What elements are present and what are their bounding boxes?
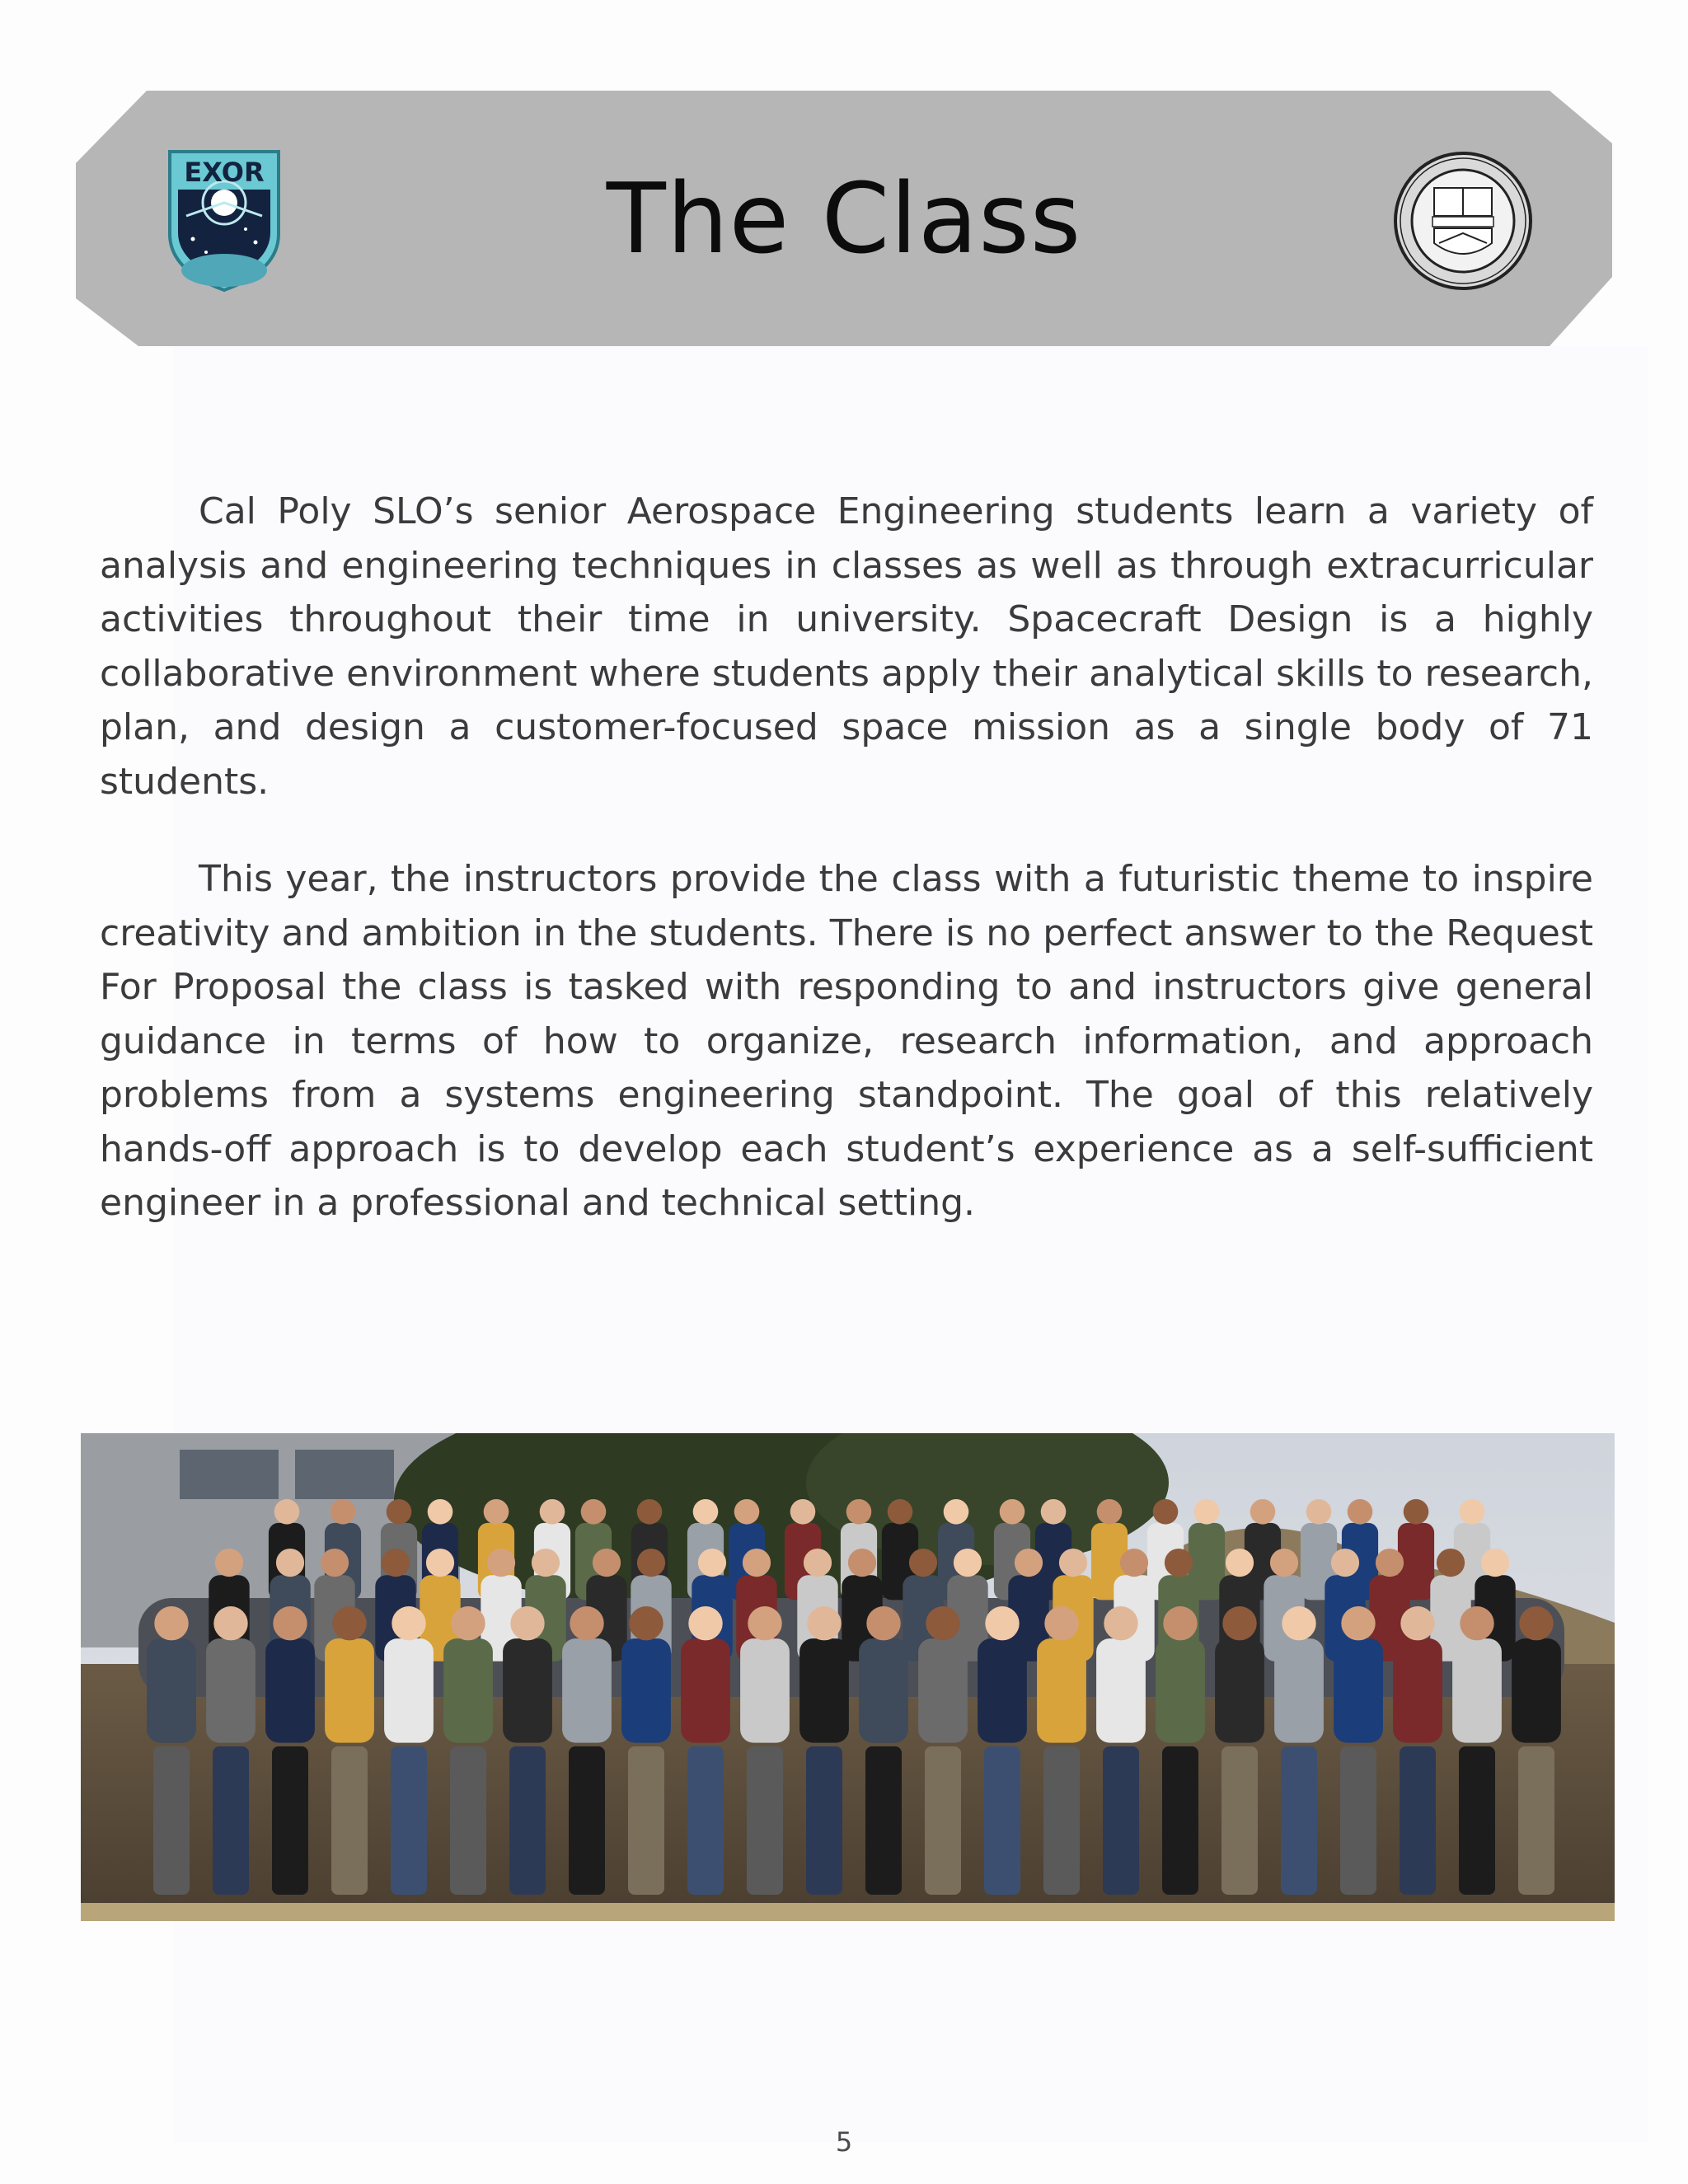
exor-logo-text: EXOR bbox=[184, 157, 265, 188]
body-text bbox=[100, 485, 1593, 1230]
paragraph-1: Cal Poly SLO’s senior Aerospace Engineering students learn a variety of analysis and engineering techniques in classes as well as through extracurricular activities throughout their time in university. Spacecraft Design is a highly collaborative environment where students apply their analytical skills to research, plan, and design a customer-focused space mission as a single body of 71 students. bbox=[100, 490, 1593, 803]
page-title: The Class bbox=[606, 162, 1082, 275]
class-group-photo bbox=[81, 1433, 1615, 1921]
cal-poly-seal-icon bbox=[1393, 151, 1533, 291]
paragraph-2: This year, the instructors provide the class with a futuristic theme to inspire creativity and ambition in the students. There is no perfect answer to the Request For Proposal the class is tasked with responding to and instructors give general guidance in terms of how to organize, research information, and approach problems from a systems engineering standpoint. The goal of this relatively hands-off approach is to develop each student’s experience as a self-sufficient engineer in a professional and technical setting. bbox=[100, 858, 1593, 1224]
page-number: 5 bbox=[835, 2126, 853, 2158]
